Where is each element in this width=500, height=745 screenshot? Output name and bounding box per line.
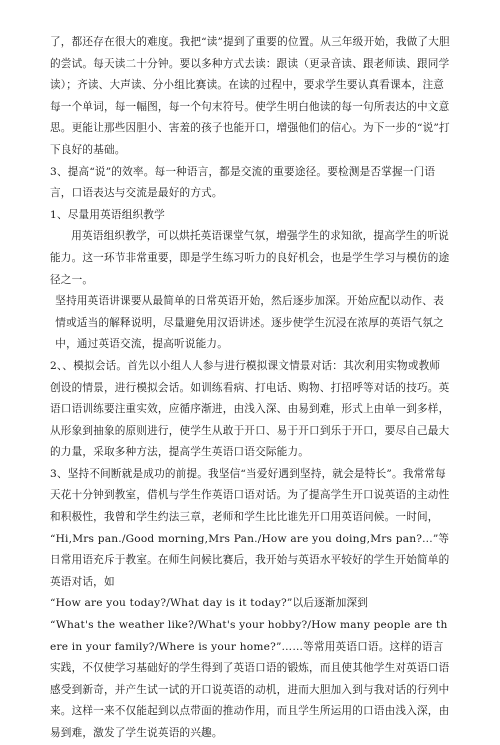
paragraph-how-are-you: “How are you today?/What day is it today?”以后逐渐加深到 — [50, 597, 369, 610]
heading-speaking-efficiency: 3、提高“说”的效率。每一种语言，都是交流的重要途径。要检测是否掌握一门语言，口语表达与交流是最好的方式。 — [50, 165, 436, 200]
paragraph-classroom-english: 用英语组织教学，可以烘托英语课堂气氛，增强学生的求知欲，提高学生的听说能力。这一环节非常重要，即是学生练习听力的良好机会，也是学生学习与模仿的途径之一。 — [50, 230, 450, 286]
paragraph-persistence: 3、坚持不间断就是成功的前提。我坚信“当爱好遇到坚持，就会是特长”。我常常每天花十分钟到教室，借机与学生作英语口语对话。为了提高学生开口说英语的主动性和积极性，我曾和学生约法三章，老师和学生比比谁先开口用英语问候。一时间， — [50, 467, 450, 524]
paragraph-greetings: “Hi,Mrs pan./Good morning,Mrs Pan./How are you doing,Mrs pan?...”等日常用语充斥于教室。在师生问候比赛后，我开始与英语水平较好的学生开始简单的英语对话，如 — [50, 532, 450, 588]
paragraph-simulated-dialogue: 2、、模拟会话。首先以小组人人参与进行模拟课文情景对话：其次利用实物或教师创设的情景，进行模拟会话。如训练看病、打电话、购物、打招呼等对话的技巧。英语口语训练要注重实效，应循序渐进，由浅入深、由易到难，形式上由单一到多样，从形象到抽象的原则进行，使学生从敢于开口、易于开口到乐于开口，要尽自己最大的力量，采取多种方法，提高学生英语口语交际能力。 — [50, 359, 450, 459]
paragraph-reading: 了，都还存在很大的难度。我把“读”提到了重要的位置。从三年级开始，我做了大胆的尝试。每天读二十分钟。要以多种方式去读：跟读（更录音读、跟老师读、跟同学读）；齐读、大声读、分小组比赛读。在读的过程中，要求学生要认真看课本，注意每一个单词，每一幅图，每一个句末符号。使学生明白他读的每一句所表达的中文意思。更能让那些因胆小、害羞的孩子也能开口，增强他们的信心。为下一步的“说”打下良好的基础。 — [50, 36, 450, 156]
paragraph-advanced-questions: “What's the weather like?/What's your hobby?/How many people are there in your family?/Where is your home?”……等常用英语口语。这样的语言实践，不仅使学习基础好的学生得到了英语口语的锻炼，而且使其他学生对英语口语感受到新奇，并产生试一试的开口说英语的动机，进而大胆加入到与我对话的行列中来。这样一来不仅能起到以点带面的推动作用，而且学生所运用的口语由浅入深，由易到难，激发了学生说英语的兴趣。 — [50, 619, 450, 739]
subheading-classroom-english: 1、尽量用英语组织教学 — [50, 208, 165, 221]
paragraph-daily-english: 坚持用英语讲课要从最简单的日常英语开始，然后逐步加深。开始应配以动作、表情或适当的解释说明，尽量避免用汉语讲述。逐步使学生沉浸在浓厚的英语气氛之中，通过英语交流，提高听说能力。 — [55, 295, 444, 351]
